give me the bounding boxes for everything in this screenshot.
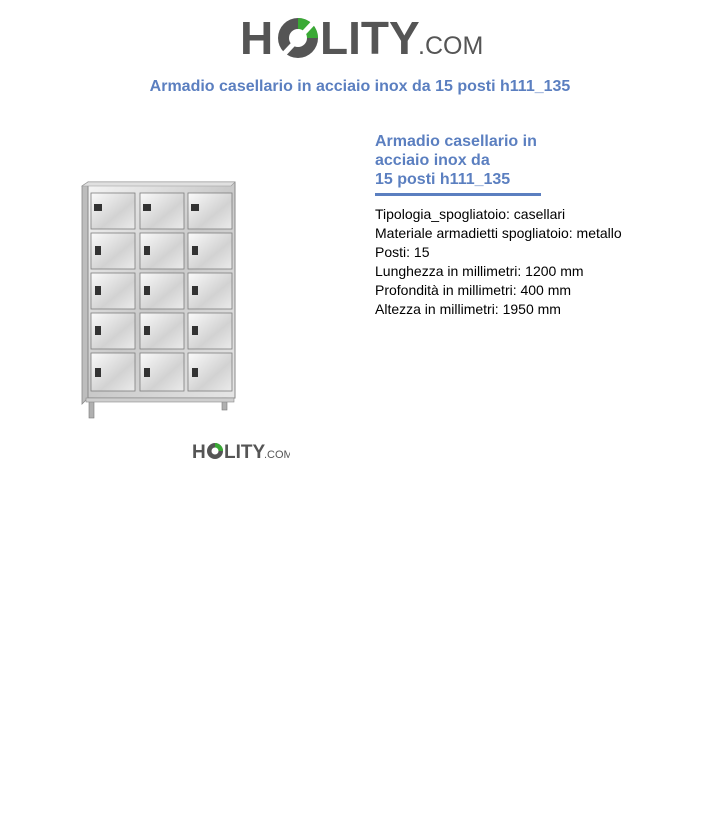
product-title-line: acciaio inox da — [375, 152, 490, 169]
logo-word: LITY — [320, 12, 420, 64]
holity-logo-small — [192, 438, 290, 464]
product-title-line: 15 posti h111_135 — [375, 171, 511, 188]
spec-item: Altezza in millimetri: 1950 mm — [375, 301, 561, 317]
product-title — [375, 132, 575, 189]
spec-item: Profondità in millimetri: 400 mm — [375, 282, 572, 298]
page-title: Armadio casellario in acciaio inox da 15 posti h111_135 — [149, 78, 571, 95]
spec-item: Tipologia_spogliatoio: casellari — [375, 206, 566, 222]
spec-item: Materiale armadietti spogliatoio: metallo — [375, 225, 622, 241]
locker-cabinet-icon — [76, 180, 241, 425]
title-underline — [375, 193, 541, 196]
small-logo-letter-h: H — [192, 442, 206, 463]
spec-item: Posti: 15 — [375, 244, 430, 260]
small-logo-o-icon — [207, 443, 223, 459]
logo-letter-h: H — [240, 12, 274, 64]
product-image — [76, 180, 241, 425]
logo-suffix: .COM — [418, 32, 484, 60]
product-title-line: Armadio casellario in — [375, 133, 537, 150]
holity-logo[interactable] — [240, 10, 484, 66]
logo-o-icon — [278, 18, 318, 58]
small-logo-suffix: .COM — [264, 449, 290, 461]
product-specs — [375, 205, 705, 319]
small-logo-word: LITY — [224, 442, 266, 463]
spec-item: Lunghezza in millimetri: 1200 mm — [375, 263, 584, 279]
